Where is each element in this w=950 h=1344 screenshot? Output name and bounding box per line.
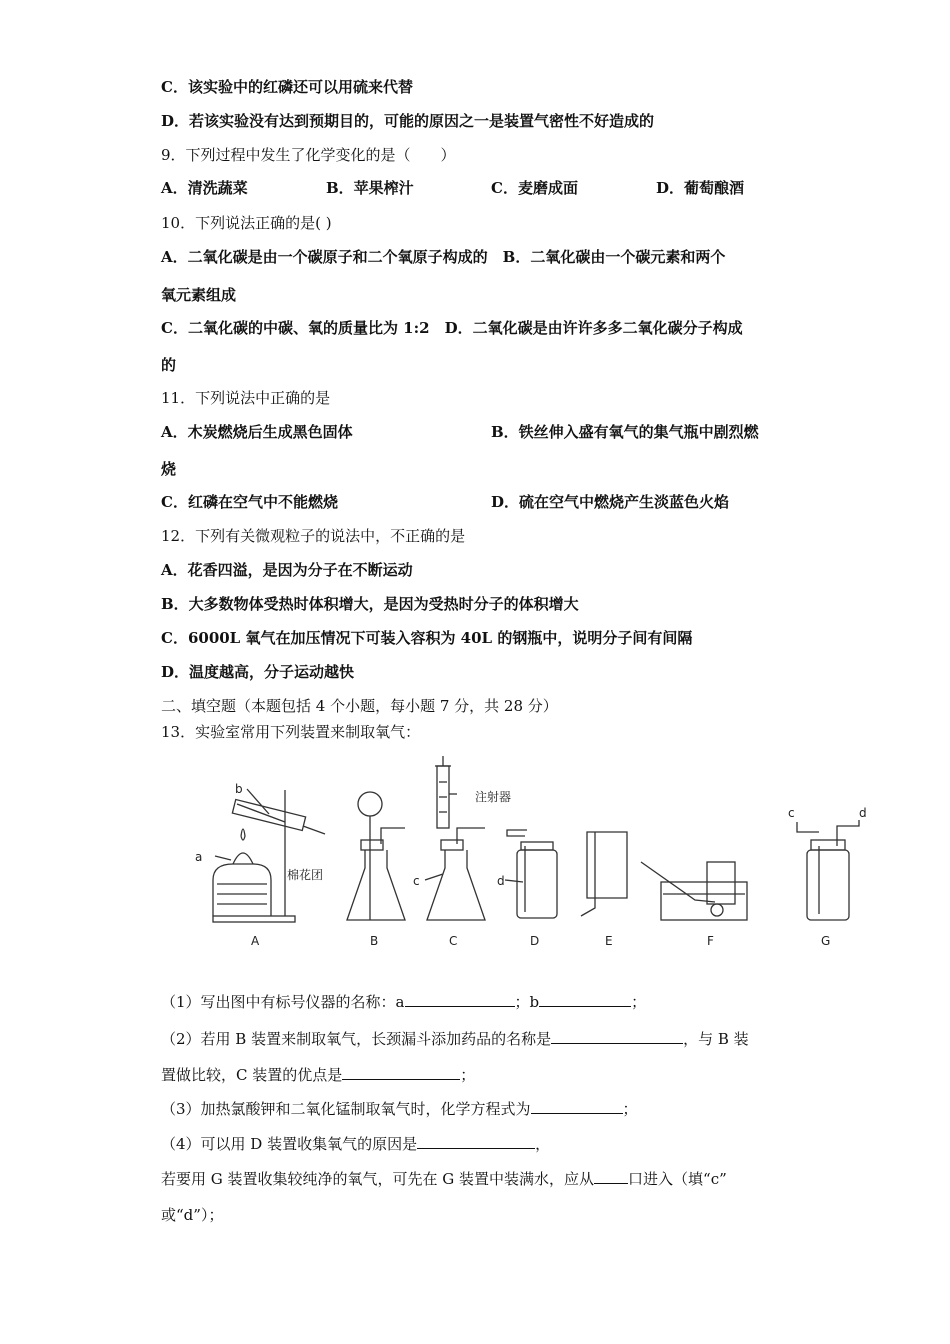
q13-part3: （3）加热氯酸钾和二氧化锰制取氧气时，化学方程式为 ；: [161, 1100, 638, 1118]
apparatus-g: [797, 820, 859, 920]
label-cotton: 棉花团: [287, 868, 324, 882]
q11-option-b-line2: 烧: [161, 460, 177, 478]
label-a: a: [195, 850, 203, 864]
q10-stem: 10．下列说法正确的是( ): [161, 214, 332, 232]
caption-b: B: [370, 934, 379, 948]
caption-d: D: [530, 934, 540, 948]
q12-stem: 12．下列有关微观粒子的说法中，不正确的是: [161, 527, 466, 545]
q9-option-a: A．清洗蔬菜: [161, 179, 248, 197]
q11-option-a: A．木炭燃烧后生成黑色固体: [161, 423, 353, 441]
caption-g: G: [821, 934, 831, 948]
apparatus-e: [581, 832, 627, 916]
q13-part5: 若要用 G 装置收集较纯净的氧气，可先在 G 装置中装满水，应从 口进入（填“c”: [161, 1170, 727, 1188]
blank-a[interactable]: [405, 991, 515, 1007]
blank-funnel-reagent[interactable]: [551, 1028, 683, 1044]
q13-part1: （1）写出图中有标号仪器的名称：a ；b ；: [161, 993, 647, 1011]
apparatus-f: [641, 862, 747, 920]
apparatus-c: [425, 756, 485, 920]
label-syringe: 注射器: [475, 790, 512, 804]
label-b: b: [235, 782, 243, 796]
apparatus-a: [213, 789, 325, 922]
q12-option-b: B．大多数物体受热时体积增大，是因为受热时分子的体积增大: [161, 595, 579, 613]
q13-part5-line2: 或“d”）；: [161, 1206, 224, 1224]
q12-option-d: D．温度越高，分子运动越快: [161, 663, 355, 681]
apparatus-b: [347, 792, 405, 920]
q11-option-d: D．硫在空气中燃烧产生淡蓝色火焰: [491, 493, 730, 511]
apparatus-drawing: [185, 752, 875, 957]
label-g-c: c: [788, 806, 795, 820]
q13-stem: 13．实验室常用下列装置来制取氧气：: [161, 723, 421, 741]
q9-option-b: B．苹果榨汁: [326, 179, 414, 197]
caption-c: C: [449, 934, 458, 948]
label-g-d: d: [859, 806, 867, 820]
q8-option-d: D．若该实验没有达到预期目的，可能的原因之一是装置气密性不好造成的: [161, 112, 655, 130]
apparatus-d: [505, 830, 557, 918]
blank-g-inlet[interactable]: [594, 1168, 628, 1184]
q9-option-c: C．麦磨成面: [491, 179, 578, 197]
q13-part2-line2: 置做比较，C 装置的优点是 ；: [161, 1066, 476, 1084]
q11-option-c: C．红磷在空气中不能燃烧: [161, 493, 338, 511]
q13-part4: （4）可以用 D 装置收集氧气的原因是 ，: [161, 1135, 551, 1153]
blank-d-reason[interactable]: [417, 1133, 535, 1149]
caption-e: E: [605, 934, 613, 948]
q12-option-c: C．6000L 氧气在加压情况下可装入容积为 40L 的钢瓶中，说明分子间有间隔: [161, 629, 693, 647]
section-heading: 二、填空题（本题包括 4 个小题，每小题 7 分，共 28 分）: [161, 697, 558, 715]
q13-part2: （2）若用 B 装置来制取氧气，长颈漏斗添加药品的名称是 ，与 B 装: [161, 1030, 749, 1048]
blank-b[interactable]: [539, 991, 631, 1007]
q11-stem: 11．下列说法中正确的是: [161, 389, 331, 407]
caption-f: F: [707, 934, 714, 948]
q12-option-a: A．花香四溢，是因为分子在不断运动: [161, 561, 413, 579]
q10-options-cd-line2: 的: [161, 356, 177, 374]
label-d: d: [497, 874, 505, 888]
q10-options-ab-line2: 氧元素组成: [161, 286, 237, 304]
q9-option-d: D．葡萄酿酒: [656, 179, 745, 197]
label-c: c: [413, 874, 420, 888]
q8-option-c: C．该实验中的红磷还可以用硫来代替: [161, 78, 413, 96]
q10-options-cd-line1: C．二氧化碳的中碳、氧的质量比为 1:2 D．二氧化碳是由许许多多二氧化碳分子构成: [161, 319, 743, 337]
blank-c-advantage[interactable]: [342, 1064, 460, 1080]
q9-stem: 9．下列过程中发生了化学变化的是（ ）: [161, 146, 456, 164]
blank-equation[interactable]: [531, 1098, 623, 1114]
q11-option-b-line1: B．铁丝伸入盛有氧气的集气瓶中剧烈燃: [491, 423, 759, 441]
apparatus-figure: [185, 752, 875, 957]
caption-a: A: [251, 934, 260, 948]
q10-options-ab-line1: A．二氧化碳是由一个碳原子和二个氧原子构成的 B．二氧化碳由一个碳元素和两个: [161, 248, 726, 266]
